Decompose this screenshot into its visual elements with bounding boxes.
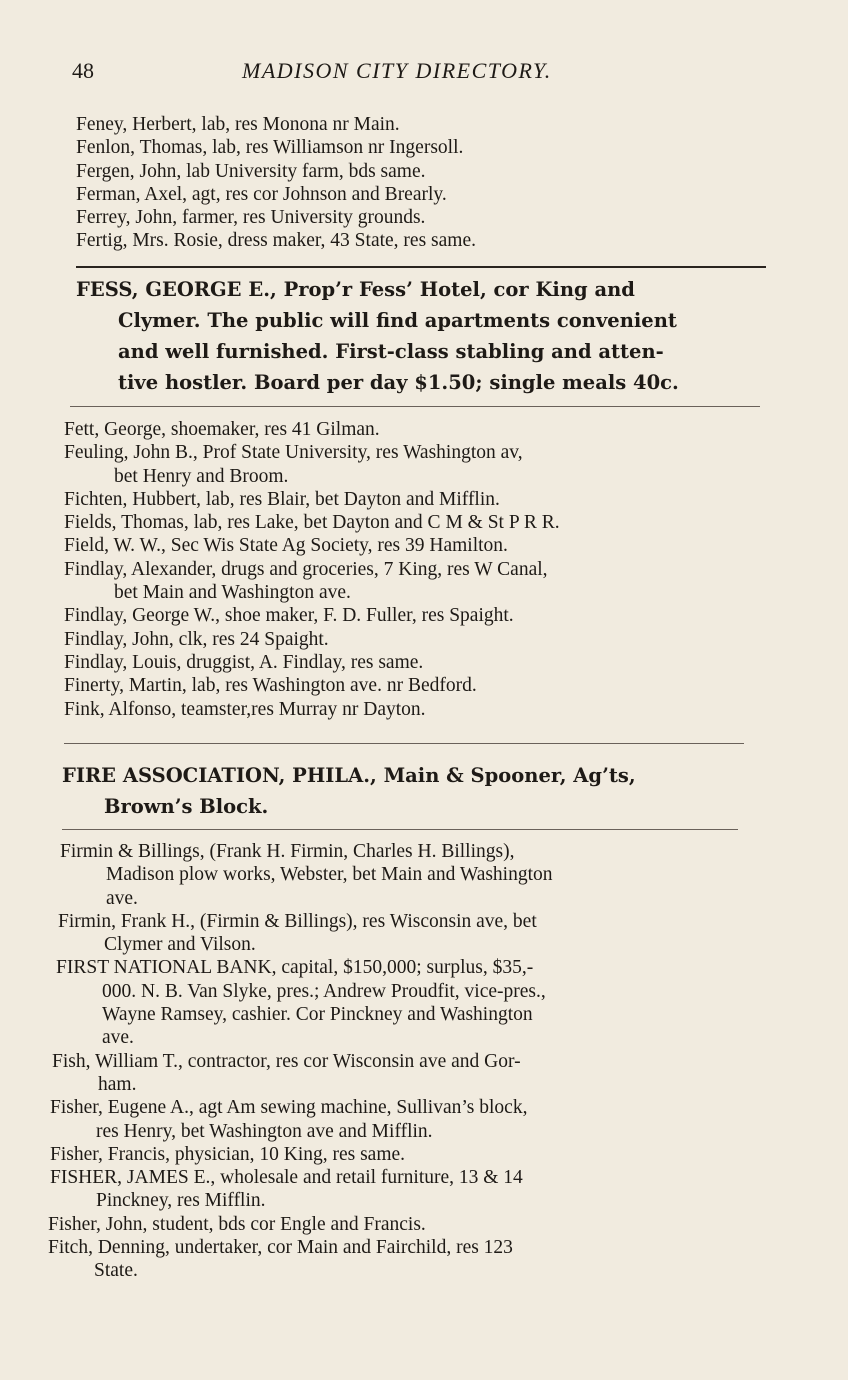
directory-entry: Findlay, Alexander, drugs and groceries, 7 King, res W Canal, bbox=[64, 558, 548, 580]
fess-hotel-advertisement bbox=[76, 274, 776, 398]
entry-continuation: Wayne Ramsey, cashier. Cor Pinckney and Washington bbox=[102, 1004, 533, 1026]
directory-entry: FIRST NATIONAL BANK, capital, $150,000; surplus, $35,- bbox=[56, 957, 534, 979]
directory-entry: Findlay, Louis, druggist, A. Findlay, res same. bbox=[64, 651, 424, 673]
entries-group-3 bbox=[50, 840, 790, 1283]
directory-entry: Fenlon, Thomas, lab, res Williamson nr Ingersoll. bbox=[76, 137, 464, 159]
entry-continuation: 000. N. B. Van Slyke, pres.; Andrew Proudfit, vice-pres., bbox=[102, 980, 546, 1002]
entry-continuation: res Henry, bet Washington ave and Mifflin. bbox=[96, 1120, 433, 1142]
ad-line: Brown’s Block. bbox=[104, 795, 269, 818]
directory-entry: Firmin & Billings, (Frank H. Firmin, Charles H. Billings), bbox=[60, 841, 515, 862]
page-number: 48 bbox=[72, 58, 94, 83]
directory-entry: Findlay, George W., shoe maker, F. D. Fuller, res Spaight. bbox=[64, 605, 514, 627]
entry-continuation: ham. bbox=[98, 1073, 137, 1095]
ad-line: and well furnished. First-class stabling and atten- bbox=[118, 340, 664, 363]
entries-group-1 bbox=[76, 113, 776, 253]
directory-entry: Findlay, John, clk, res 24 Spaight. bbox=[64, 628, 329, 650]
directory-entry: Ferrey, John, farmer, res University grounds. bbox=[76, 207, 426, 229]
directory-entry: Fichten, Hubbert, lab, res Blair, bet Dayton and Mifflin. bbox=[64, 488, 500, 510]
entry-continuation: bet Henry and Broom. bbox=[114, 465, 289, 487]
directory-entry: Fertig, Mrs. Rosie, dress maker, 43 State, res same. bbox=[76, 230, 476, 252]
divider-rule bbox=[76, 266, 766, 268]
page-header bbox=[72, 58, 762, 90]
directory-entry: Fett, George, shoemaker, res 41 Gilman. bbox=[64, 419, 380, 440]
running-title: MADISON CITY DIRECTORY. bbox=[242, 58, 552, 83]
ad-line: tive hostler. Board per day $1.50; single meals 40c. bbox=[118, 371, 679, 394]
directory-entry: Fergen, John, lab University farm, bds same. bbox=[76, 160, 426, 182]
directory-entry: Fitch, Denning, undertaker, cor Main and Fairchild, res 123 bbox=[48, 1237, 513, 1259]
divider-rule bbox=[62, 829, 738, 830]
entry-continuation: Pinckney, res Mifflin. bbox=[96, 1190, 266, 1212]
directory-entry: Field, W. W., Sec Wis State Ag Society, res 39 Hamilton. bbox=[64, 535, 508, 557]
entry-continuation: Clymer and Vilson. bbox=[104, 934, 256, 956]
ad-line: Clymer. The public will find apartments convenient bbox=[118, 309, 677, 332]
directory-entry: Firmin, Frank H., (Firmin & Billings), res Wisconsin ave, bet bbox=[58, 910, 537, 932]
directory-entry: Feuling, John B., Prof State University, res Washington av, bbox=[64, 442, 523, 464]
directory-entry: Fisher, Francis, physician, 10 King, res same. bbox=[50, 1143, 406, 1165]
directory-entry: Fisher, John, student, bds cor Engle and Francis. bbox=[48, 1213, 426, 1235]
divider-rule bbox=[64, 743, 744, 744]
directory-entry: Feney, Herbert, lab, res Monona nr Main. bbox=[76, 114, 400, 135]
directory-entry: Fisher, Eugene A., agt Am sewing machine, Sullivan’s block, bbox=[50, 1097, 528, 1119]
divider-rule bbox=[70, 406, 760, 407]
directory-entry: Finerty, Martin, lab, res Washington ave. nr Bedford. bbox=[64, 675, 477, 697]
entry-continuation: ave. bbox=[102, 1027, 134, 1049]
entries-group-2 bbox=[64, 418, 784, 721]
directory-entry: Ferman, Axel, agt, res cor Johnson and Brearly. bbox=[76, 183, 447, 205]
fire-association-advertisement bbox=[62, 760, 782, 822]
ad-line: FESS, GEORGE E., Prop’r Fess’ Hotel, cor King and bbox=[76, 278, 635, 301]
directory-entry: Fish, William T., contractor, res cor Wisconsin ave and Gor- bbox=[52, 1050, 521, 1072]
entry-continuation: bet Main and Washington ave. bbox=[114, 582, 351, 604]
ad-line: FIRE ASSOCIATION, PHILA., Main & Spooner, Ag’ts, bbox=[62, 764, 636, 787]
directory-entry: Fields, Thomas, lab, res Lake, bet Dayton and C M & St P R R. bbox=[64, 512, 560, 534]
directory-entry: FISHER, JAMES E., wholesale and retail furniture, 13 & 14 bbox=[50, 1167, 523, 1189]
directory-entry: Fink, Alfonso, teamster,res Murray nr Dayton. bbox=[64, 698, 426, 720]
entry-continuation: Madison plow works, Webster, bet Main and Washington bbox=[106, 864, 553, 886]
entry-continuation: State. bbox=[94, 1260, 138, 1282]
entry-continuation: ave. bbox=[106, 887, 138, 909]
